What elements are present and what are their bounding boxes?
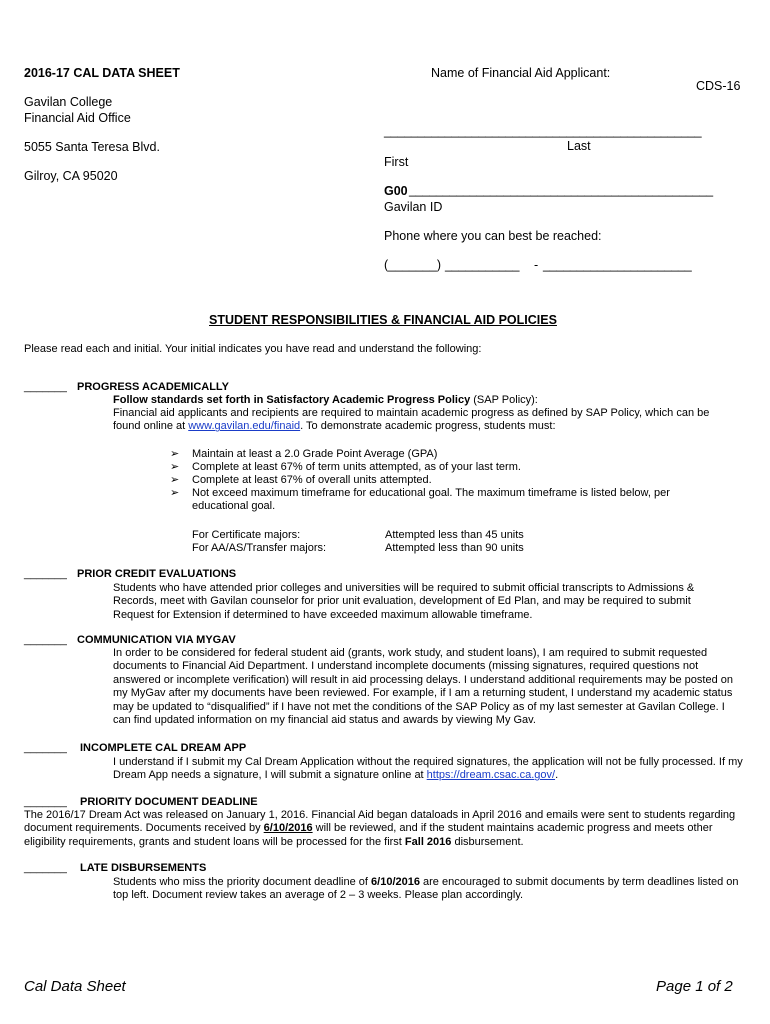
priority-heading: PRIORITY DOCUMENT DEADLINE <box>80 796 258 808</box>
late-date: 6/10/2016 <box>371 876 420 888</box>
bullet-overall-units: ➢ Complete at least 67% of overall units attempted. <box>170 474 432 486</box>
priority-date: 6/10/2016 <box>263 822 313 835</box>
initial-blank-dream-app[interactable]: _______ <box>24 742 67 754</box>
dream-app-link[interactable]: https://dream.csac.ca.gov/ <box>426 769 556 782</box>
phone-label: Phone where you can best be reached: <box>384 229 602 243</box>
arrow-bullet-icon: ➢ <box>170 461 180 473</box>
arrow-bullet-icon: ➢ <box>170 448 180 460</box>
id-label: Gavilan ID <box>384 200 443 214</box>
college-name: Gavilan College <box>24 95 113 109</box>
office-name: Financial Aid Office <box>24 111 131 125</box>
dream-app-body: I understand if I submit my Cal Dream Application without the required signatures, the application will not be fully processed. If my Dream App needs a signature, I will submit a signature online at https://dream.csac.ca.gov/. <box>113 756 743 782</box>
applicant-name-label: Name of Financial Aid Applicant: <box>431 66 611 80</box>
transfer-major-label: For AA/AS/Transfer majors: <box>192 542 327 554</box>
city-address: Gilroy, CA 95020 <box>24 169 118 183</box>
section-title: STUDENT RESPONSIBILITIES & FINANCIAL AID POLICIES <box>209 313 557 327</box>
sap-policy-title: Follow standards set forth in Satisfactory Academic Progress Policy <box>113 394 471 406</box>
progress-bullets <box>170 448 700 513</box>
prior-credit-heading: PRIOR CREDIT EVALUATIONS <box>77 568 237 580</box>
form-title: 2016-17 CAL DATA SHEET <box>24 66 180 80</box>
finaid-link[interactable]: www.gavilan.edu/finaid <box>188 420 301 433</box>
progress-subheading <box>113 394 538 407</box>
certificate-major-limit: Attempted less than 45 units <box>385 529 524 541</box>
footer-page-number: Page 1 of 2 <box>656 978 733 995</box>
section-instructions: Please read each and initial. Your initial indicates you have read and understand the following: <box>24 343 482 355</box>
footer-doc-name: Cal Data Sheet <box>24 978 126 995</box>
mygav-body: In order to be considered for federal student aid (grants, work study, and student loans), I am required to submit requested documents to Financial Aid Department. I understand incomplete documents (missing signatures, required questions not answered or incomplete verification) will result in aid processing delays. I understand additional requirements may be posted on my MyGav after my documents have been reviewed. For example, if I am a returning student, I understand my academic status may be updated to “disqualified” if I have not met the conditions of the SAP Policy as of my last semester at Gavilan College. I can find updated information on my financial aid status and awards by viewing My Gav. <box>113 647 733 727</box>
street-address: 5055 Santa Teresa Blvd. <box>24 140 160 154</box>
phone-dash: - <box>534 258 539 272</box>
id-prefix: G00 <box>384 184 408 198</box>
fall-term: Fall 2016 <box>404 835 452 848</box>
id-input-line[interactable]: _____________________________________________ <box>409 183 713 197</box>
bullet-timeframe: ➢ Not exceed maximum timeframe for educational goal. The maximum timeframe is listed below, per educational goal. <box>170 487 670 512</box>
transfer-major-limit: Attempted less than 90 units <box>385 542 524 554</box>
late-body: Students who miss the priority document deadline of 6/10/2016 are encouraged to submit documents by term deadlines listed on top left. Document review takes an average of 2 – 3 weeks. Please plan accordingly. <box>113 876 739 902</box>
progress-heading: PROGRESS ACADEMICALLY <box>77 381 229 393</box>
prior-credit-body: Students who have attended prior colleges and universities will be required to submit official transcripts to Admissions & Records, meet with Gavilan counselor for prior unit evaluation, development of Ed Plan, and may be required to submit Request for Extension if determined to have exceeded maximum allowable timeframe. <box>113 582 695 621</box>
initial-blank-prior-credit[interactable]: _______ <box>24 568 67 580</box>
first-name-label: First <box>384 155 409 169</box>
arrow-bullet-icon: ➢ <box>170 487 180 499</box>
last-name-label: Last <box>567 139 591 153</box>
progress-body: Financial aid applicants and recipients are required to maintain academic progress as defined by SAP Policy, which can be found online at www.gavilan.edu/finaid. To demonstrate academic progress, students must: <box>113 407 710 433</box>
phone-prefix-blank[interactable]: ___________ <box>445 258 520 272</box>
phone-area-blank[interactable]: (_______) <box>384 258 441 272</box>
late-heading: LATE DISBURSEMENTS <box>80 862 207 874</box>
bullet-gpa: ➢ Maintain at least a 2.0 Grade Point Average (GPA) <box>170 448 438 460</box>
form-code: CDS-16 <box>696 79 741 93</box>
name-input-line[interactable]: _______________________________________________ <box>384 124 702 138</box>
initial-blank-priority[interactable]: _______ <box>24 796 67 808</box>
certificate-major-label: For Certificate majors: <box>192 529 301 541</box>
priority-body: The 2016/17 Dream Act was released on January 1, 2016. Financial Aid began dataloads in April 2016 and emails were sent to students regarding document requirements. Documents received by 6/10/2016 will be reviewed, and if the student maintains academic progress and meets other eligibility requirements, grants and student loans will be processed for the first Fall 2016 disbursement. <box>24 809 736 848</box>
bullet-term-units: ➢ Complete at least 67% of term units attempted, as of your last term. <box>170 461 521 473</box>
initial-blank-late[interactable]: _______ <box>24 862 67 874</box>
dream-app-heading: INCOMPLETE CAL DREAM APP <box>80 742 247 754</box>
mygav-heading: COMMUNICATION VIA MYGAV <box>77 634 236 646</box>
sap-policy-suffix: (SAP Policy): <box>470 394 538 406</box>
initial-blank-progress[interactable]: _______ <box>24 381 67 393</box>
initial-blank-mygav[interactable]: _______ <box>24 634 67 646</box>
arrow-bullet-icon: ➢ <box>170 474 180 486</box>
phone-line-blank[interactable]: ______________________ <box>543 258 692 272</box>
